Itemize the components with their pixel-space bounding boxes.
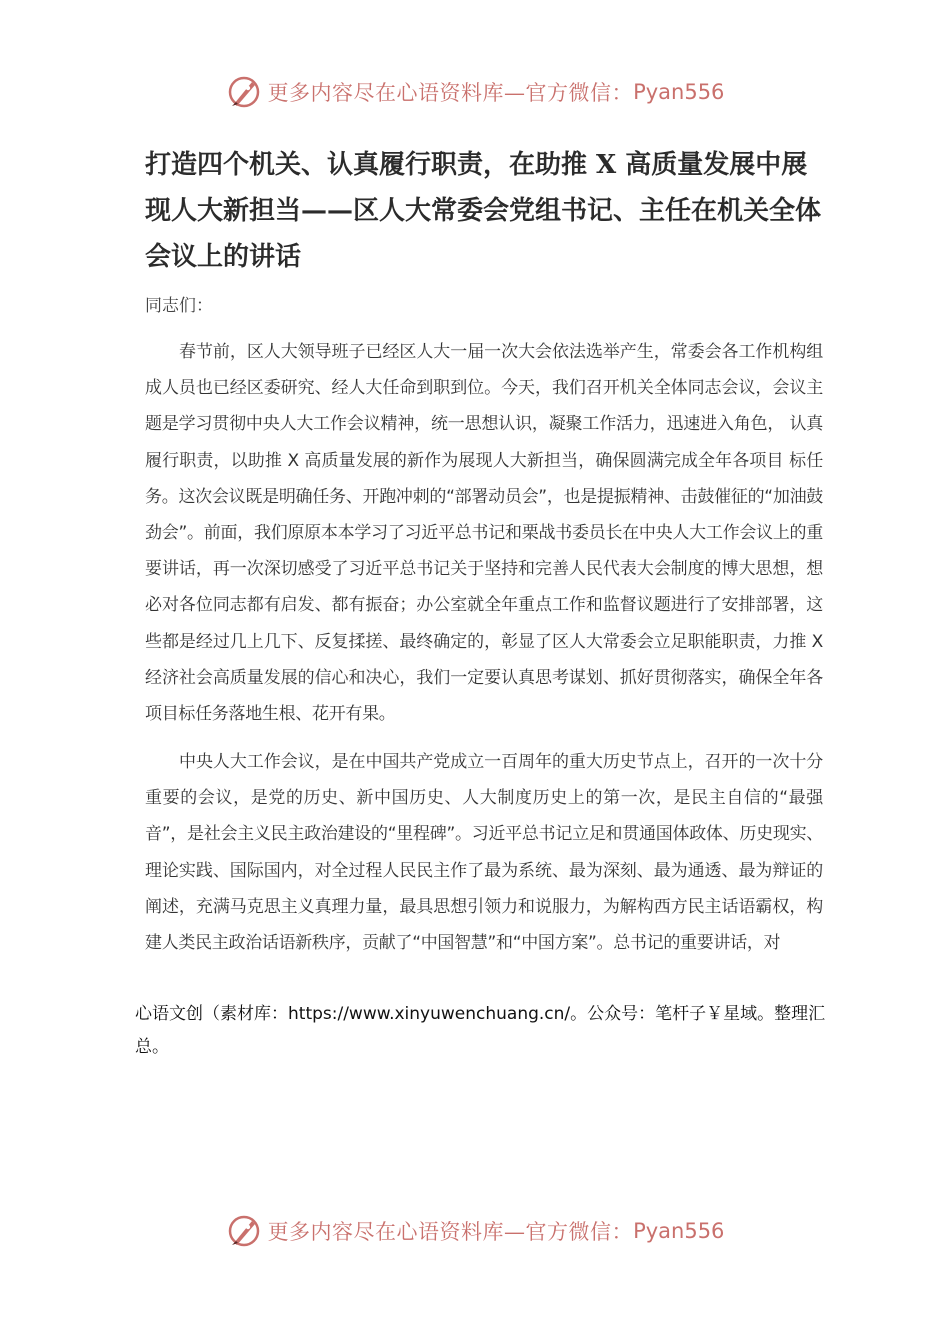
header-banner — [0, 72, 950, 112]
pen-logo-icon — [226, 74, 262, 110]
pen-logo-icon — [226, 1213, 262, 1249]
document-title: 打造四个机关、认真履行职责，在助推 X 高质量发展中展现人大新担当——区人大常委会党组书记、主任在机关全体会议上的讲话 — [145, 150, 822, 272]
body-paragraph: 中央人大工作会议，是在中国共产党成立一百周年的重大历史节点上，召开的一次十分重要的会议，是党的历史、新中国历史、人大制度历史上的第一次，是民主自信的“最强音”，是社会主义民主政治建设的“里程碑”。习近平总书记立足和贯通国体政体、历史现实、理论实践、国际国内，对全过程人民民主作了最为系统、最为深刻、最为通透、最为辩证的阐述，充满马克思主义真理力量，最具思想引领力和说服力，为解构西方民主话语霸权，构建人类民主政治话语新秩序，贡献了“中国智慧”和“中国方案”。总书记的重要讲话，对 — [145, 752, 823, 954]
source-note: 心语文创（素材库：https://www.xinyuwenchuang.cn/。公众号：笔杆子￥星域。整理汇总。 — [135, 1004, 826, 1057]
banner-wechat-id: Pyan556 — [633, 1219, 725, 1243]
footer-banner — [0, 1211, 950, 1251]
body-paragraph: 春节前，区人大领导班子已经区人大一届一次大会依法选举产生，常委会各工作机构组成人员也已经区委研究、经人大任命到职到位。今天，我们召开机关全体同志会议，会议主题是学习贯彻中央人大工作会议精神，统一思想认识，凝聚工作活力，迅速进入角色， 认真履行职责，以助推 X 高质量发展的新作为展现人大新担当，确保圆满完成全年各项目 标任务。这次会议既是明确任务、开跑冲刺的“部署动员会”，也是提振精神、击鼓催征的“加油鼓劲会”。前面，我们原原本本学习了习近平总书记和栗战书委员长在中央人大工作会议上的重要讲话，再一次深切感受了习近平总书记关于坚持和完善人民代表大会制度的博大思想，想必对各位同志都有启发、都有振奋；办公室就全年重点工作和监督议题进行了安排部署，这些都是经过几上几下、反复揉搓、最终确定的，彰显了区人大常委会立足职能职责，力推 X 经济社会高质量发展的信心和决心，我们一定要认真思考谋划、抓好贯彻落实，确保全年各项目标任务落地生根、花开有果。 — [145, 342, 823, 725]
banner-slogan: 更多内容尽在心语资料库—官方微信： — [267, 1220, 634, 1244]
banner-wechat-id: Pyan556 — [633, 80, 725, 104]
banner-slogan: 更多内容尽在心语资料库—官方微信： — [267, 81, 634, 105]
greeting: 同志们： — [145, 296, 213, 316]
